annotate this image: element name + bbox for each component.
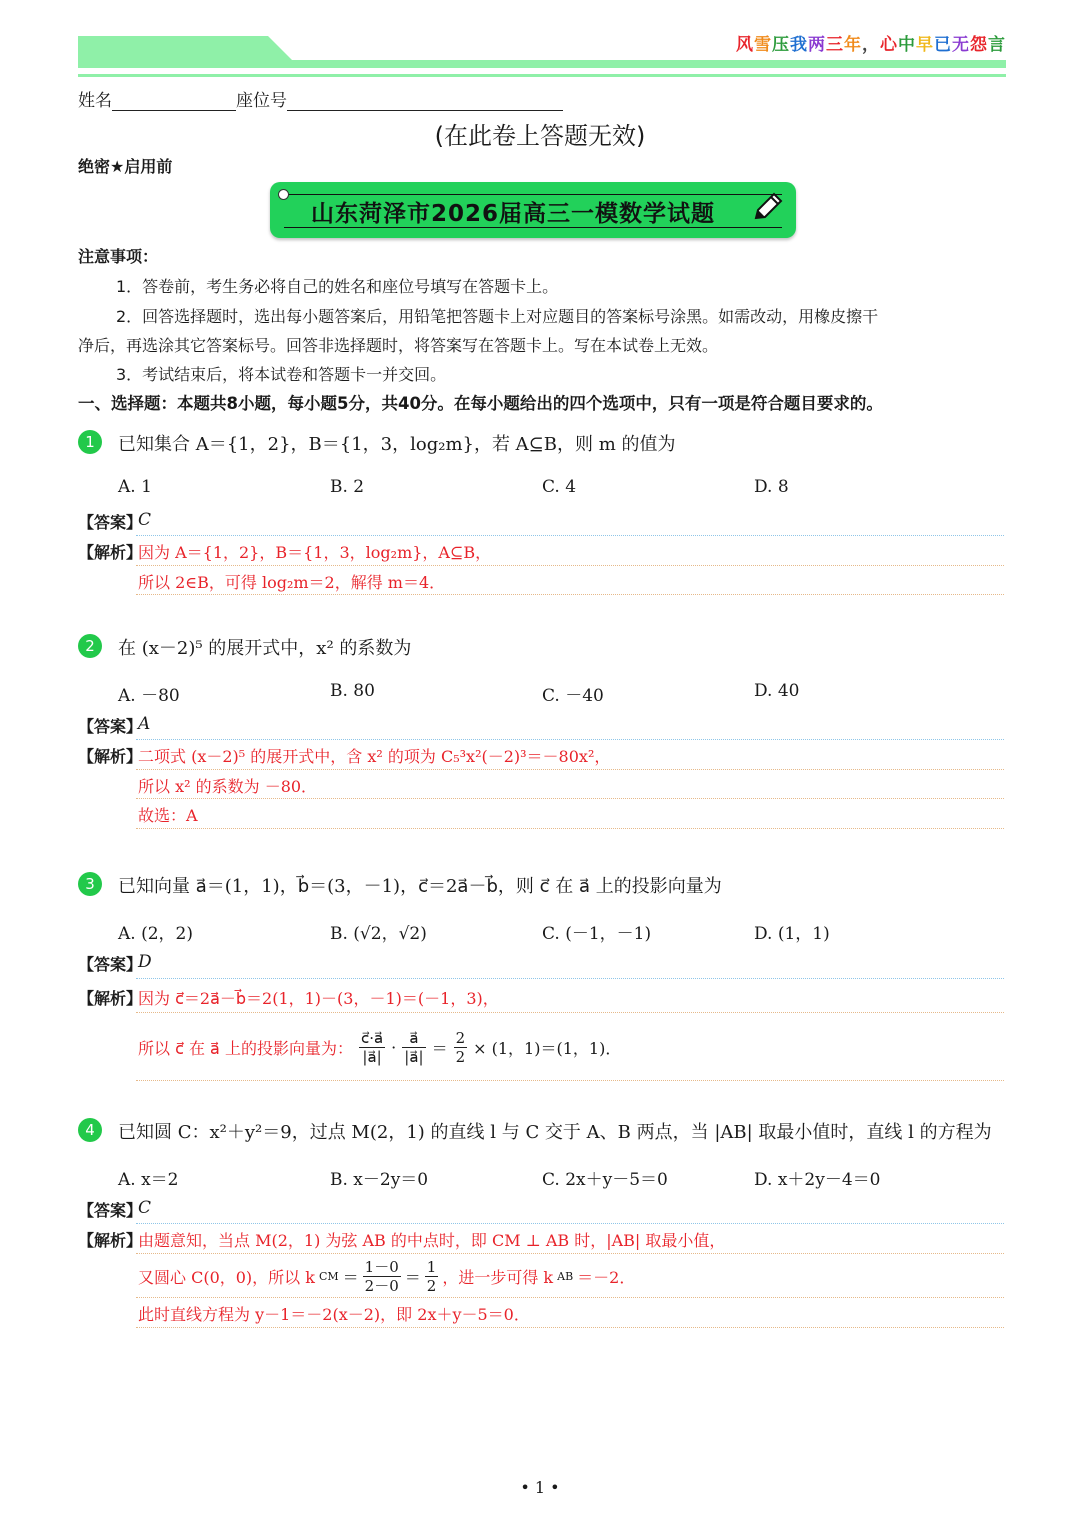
dotted-rule: [136, 1080, 1004, 1081]
note-item: 净后，再选涂其它答案标号。回答非选择题时，将答案写在答题卡上。写在本试卷上无效。: [78, 336, 719, 355]
dotted-rule: [136, 1012, 1004, 1013]
dotted-rule: [136, 1253, 1004, 1254]
slope-formula: [138, 1256, 635, 1296]
analysis-label: 【解析】: [78, 989, 143, 1008]
dotted-rule: [136, 565, 1004, 566]
note-item: 1．答卷前，考生务必将自己的姓名和座位号填写在答题卡上。: [116, 277, 559, 296]
equals-sign: ＝: [404, 1267, 421, 1287]
analysis-label: 【解析】: [78, 747, 143, 766]
question-stem: 已知集合 A＝{1，2}，B＝{1，3，log₂m}，若 A⊆B，则 m 的值为: [118, 434, 676, 455]
fraction-denominator: 2－0: [364, 1276, 399, 1295]
option-a: A. 1: [118, 477, 152, 497]
section-heading: 一、选择题：本题共8小题，每小题5分，共40分。在每小题给出的四个选项中，只有一项是符合题目要求的。: [78, 394, 883, 413]
slogan-char: 风: [736, 35, 754, 55]
dotted-rule: [136, 594, 1004, 595]
fraction: [363, 1258, 401, 1295]
analysis-line: 故选：A: [138, 806, 198, 825]
option-b: B. (√2，√2): [330, 924, 427, 944]
slogan-char: 我: [790, 35, 808, 55]
option-d: D. x＋2y－4＝0: [754, 1170, 881, 1190]
dotted-rule: [136, 978, 1004, 979]
option-d: D. 40: [754, 681, 800, 701]
analysis-line: 由题意知，当点 M(2，1) 为弦 AB 的中点时，即 CM ⊥ AB 时，|AB| 取最小值，: [138, 1231, 726, 1250]
option-a: A. －80: [118, 686, 180, 706]
fraction-denominator: |a⃗|: [362, 1047, 382, 1066]
fraction-numerator: a⃗: [402, 1029, 425, 1048]
analysis-label: 【解析】: [78, 543, 143, 562]
fraction: [454, 1029, 468, 1066]
analysis-line: 二项式 (x－2)⁵ 的展开式中，含 x² 的项为 C₅³x²(－2)³＝－80x²，: [138, 747, 611, 766]
analysis-line: 因为 c⃗＝2a⃗－b⃗＝2(1，1)－(3，－1)＝(－1，3)，: [138, 989, 499, 1008]
fraction-numerator: 1－0: [364, 1257, 399, 1276]
dotted-rule: [136, 828, 1004, 829]
fraction-denominator: 2: [426, 1276, 437, 1295]
option-a: A. (2，2): [118, 924, 193, 944]
seat-label: 座位号: [236, 91, 287, 111]
question-number-badge: 4: [78, 1118, 102, 1142]
option-b: B. 80: [330, 681, 375, 701]
question-number-badge: 2: [78, 634, 102, 658]
option-a: A. x＝2: [118, 1170, 179, 1190]
analysis-label: 【解析】: [78, 1231, 143, 1250]
seat-blank[interactable]: [287, 92, 563, 111]
analysis-line: 所以 c⃗ 在 a⃗ 上的投影向量为：: [138, 1038, 353, 1058]
name-label: 姓名: [78, 91, 112, 111]
header-thin-line: [78, 74, 1006, 77]
slogan-char: 心: [880, 35, 898, 55]
option-c: C. 2x＋y－5＝0: [542, 1170, 668, 1190]
note-item: 2．回答选择题时，选出每小题答案后，用铅笔把答题卡上对应题目的答案标号涂黑。如需改动，用橡皮擦干: [116, 307, 879, 326]
dotted-rule: [136, 1297, 1004, 1298]
option-d: D. 8: [754, 477, 789, 497]
fraction: [402, 1029, 425, 1066]
slogan-char: 年: [844, 35, 862, 55]
fraction-numerator: 1: [426, 1257, 437, 1276]
slogan-char: 中: [898, 35, 916, 55]
exam-title: 山东菏泽市2026届高三一模数学试题: [310, 201, 715, 227]
subscript: CM: [318, 1269, 339, 1283]
option-b: B. 2: [330, 477, 365, 497]
name-blank[interactable]: [112, 92, 236, 111]
equals-sign: ＝: [342, 1267, 359, 1287]
slogan-char: 早: [916, 35, 934, 55]
secret-label: 绝密★启用前: [78, 157, 173, 176]
analysis-line: 所以 x² 的系数为 －80．: [138, 777, 318, 796]
note-item: 3．考试结束后，将本试卷和答题卡一并交回。: [116, 365, 447, 384]
fraction: [359, 1029, 385, 1066]
analysis-line: ，进一步可得 k: [442, 1267, 554, 1287]
pencil-icon: [750, 190, 786, 226]
title-banner: [270, 182, 796, 238]
answer-value: C: [138, 510, 152, 530]
question-number-badge: 1: [78, 430, 102, 454]
answer-value: C: [138, 1198, 152, 1218]
equals-sign: ＝: [431, 1038, 448, 1058]
analysis-line: ＝－2．: [577, 1267, 636, 1287]
answer-label: 【答案】: [78, 717, 143, 736]
dotted-rule: [136, 535, 1004, 536]
analysis-line: 因为 A＝{1，2}，B＝{1，3，log₂m}，A⊆B，: [138, 543, 492, 562]
answer-label: 【答案】: [78, 513, 143, 532]
fraction: [425, 1258, 439, 1295]
slogan-char: 怨: [970, 35, 988, 55]
question-stem: 已知圆 C：x²＋y²＝9，过点 M(2，1) 的直线 l 与 C 交于 A、B 两点，当 |AB| 取最小值时，直线 l 的方程为: [118, 1122, 992, 1143]
analysis-line: 所以 2∈B，可得 log₂m＝2，解得 m＝4．: [138, 573, 446, 592]
dotted-rule: [136, 739, 1004, 740]
question-number-badge: 3: [78, 872, 102, 896]
slogan-char: 言: [988, 35, 1006, 55]
slogan-char: ，: [862, 35, 880, 55]
invalid-notice: (在此卷上答题无效): [434, 122, 646, 150]
projection-formula: [138, 1018, 621, 1076]
option-c: C. 4: [542, 477, 577, 497]
dot-operator: ·: [391, 1037, 397, 1057]
dotted-rule: [136, 1327, 1004, 1328]
dotted-rule: [136, 1223, 1004, 1224]
analysis-line: 又圆心 C(0，0)，所以 k: [138, 1267, 315, 1287]
fraction-denominator: |a⃗|: [404, 1047, 424, 1066]
option-c: C. －40: [542, 686, 604, 706]
dotted-rule: [136, 769, 1004, 770]
fraction-numerator: c⃗·a⃗: [360, 1028, 384, 1047]
slogan-char: 雪: [754, 35, 772, 55]
question-stem: 在 (x－2)⁵ 的展开式中，x² 的系数为: [118, 638, 412, 659]
slogan-char: 三: [826, 35, 844, 55]
dotted-rule: [136, 798, 1004, 799]
answer-value: D: [138, 952, 152, 972]
slogan-char: 压: [772, 35, 790, 55]
page-number: • 1 •: [520, 1478, 560, 1497]
answer-label: 【答案】: [78, 1201, 143, 1220]
fraction-denominator: 2: [455, 1047, 466, 1066]
fraction-numerator: 2: [455, 1028, 466, 1047]
slogan-char: 已: [934, 35, 952, 55]
analysis-line: × (1，1)＝(1，1)．: [473, 1038, 622, 1058]
analysis-line: 此时直线方程为 y－1＝－2(x－2)，即 2x＋y－5＝0．: [138, 1305, 530, 1324]
notes-heading: 注意事项：: [78, 247, 159, 266]
option-c: C. (－1，－1): [542, 924, 652, 944]
header-tab-shape: [78, 36, 1006, 68]
answer-value: A: [138, 714, 151, 734]
slogan-char: 两: [808, 35, 826, 55]
question-stem: 已知向量 a⃗＝(1，1)，b⃗＝(3，－1)，c⃗＝2a⃗－b⃗，则 c⃗ 在 a⃗ 上的投影向量为: [118, 876, 722, 897]
option-d: D. (1，1): [754, 924, 830, 944]
subscript: AB: [557, 1269, 574, 1283]
slogan-char: 无: [952, 35, 970, 55]
name-seat-row: [78, 86, 563, 111]
option-b: B. x－2y＝0: [330, 1170, 429, 1190]
answer-label: 【答案】: [78, 955, 143, 974]
header-decoration-bar: [78, 36, 1006, 82]
